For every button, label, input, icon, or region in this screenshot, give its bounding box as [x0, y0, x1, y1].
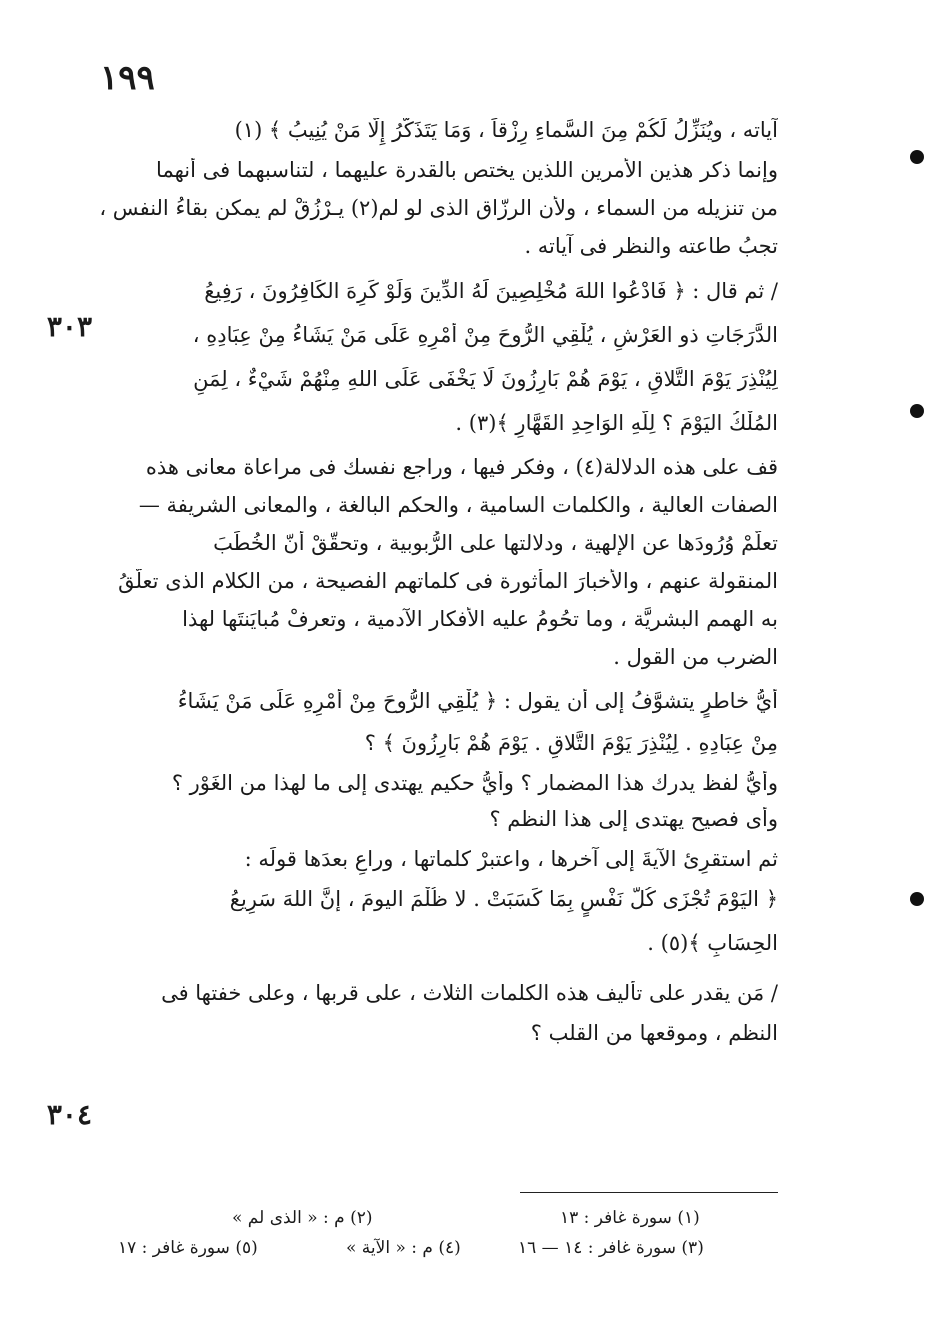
text-line: / مَن يقدر على تأليف هذه الكلمات الثلاث ، على قربها ، وعلى خفتها فى [161, 981, 778, 1005]
body-text [96, 118, 778, 1061]
page-number: ١٩٩ [100, 58, 155, 98]
text-line: النظم ، وموقعها من القلب ؟ [530, 1021, 778, 1045]
text-line: تعلَّمْ وُرُودَها عن الإلهية ، ودلالتها على الرُّبوبية ، وتحقّقْ أنّ الخُطَبَ [213, 531, 778, 555]
text-line: / ثم قال : ﴿ فَادْعُوا اللهَ مُخْلِصِينَ لَهُ الدِّينَ وَلَوْ كَرِهَ الكَافِرُونَ ، رَفِيعُ [204, 279, 778, 303]
text-line: به الهمم البشريَّة ، وما تحُومُ عليه الأفكار الآدمية ، وتعرفْ مُبايَنتَها لهذا [182, 607, 778, 631]
text-line: أيُّ خاطرٍ يتشوَّفُ إلى أن يقول : ﴿ يُلْقِي الرُّوحَ مِنْ أَمْرِهِ عَلَى مَنْ يَشَاءُ [177, 689, 778, 713]
text-line: الضرب من القول . [613, 645, 778, 669]
text-line: لِيُنْذِرَ يَوْمَ التَّلاقِ ، يَوْمَ هُمْ بَارِزُونَ لَا يَخْفَى عَلَى اللهِ مِنْهُمْ شَيْءٌ ، لِمَنِ [193, 367, 778, 391]
footnote-2: (٢) م : « الذى لم » [232, 1208, 373, 1228]
marker-304: ٣٠٤ [46, 1098, 92, 1131]
text-line: وإنما ذكر هذين الأمرين اللذين يختص بالقدرة عليهما ، لتناسبهما فى أنهما [156, 158, 778, 182]
text-line: الدَّرَجَاتِ ذو العَرْشِ ، يُلْقِي الرُّوحَ مِنْ أَمْرِهِ عَلَى مَنْ يَشَاءُ مِنْ عِبَادِهِ ، [192, 323, 778, 347]
margin-dot-bottom [910, 892, 924, 906]
text-line: الصفات العالية ، والكلمات السامية ، والحكم البالغة ، والمعانى الشريفة — [138, 493, 778, 517]
footnote-4: (٤) م : « الآية » [346, 1238, 461, 1258]
text-line: من تنزيله من السماء ، ولأن الرزّاق الذى لو لم(٢) يـرْزُقْ لم يمكن بقاءُ النفس ، [99, 196, 778, 220]
text-line: وأيُّ لفظ يدرك هذا المضمار ؟ وأيُّ حكيم يهتدى إلى ما لهذا من الغَوْر ؟ [171, 771, 778, 795]
margin-dot-middle [910, 404, 924, 418]
text-line: المنقولة عنهم ، والأخبارَ المأثورة فى كلماتهم الفصيحة ، من الكلام الذى تعلَّقُ [118, 569, 778, 593]
footnote-3: (٣) سورة غافر : ١٤ — ١٦ [518, 1238, 704, 1258]
text-line: ثم استقرِئ الآيةَ إلى آخرها ، واعتبرْ كلماتها ، وراعِ بعدَها قولَه : [244, 847, 778, 871]
text-line: آياته ، ويُنَزِّلُ لَكُمْ مِنَ السَّماءِ رِزْقاً ، وَمَا يَتَذَكَّرُ إِلَّا مَنْ يُنِيبُ ﴾ (١) [234, 118, 778, 142]
text-line: تجبُ طاعته والنظر فى آياته . [524, 234, 778, 258]
footnote-1: (١) سورة غافر : ١٣ [560, 1208, 700, 1228]
text-line: المُلْكُ اليَوْمَ ؟ لِلّهِ الوَاحِدِ القَهَّارِ ﴾(٣) . [455, 411, 778, 435]
margin-dot-top [910, 150, 924, 164]
text-line: ﴿ اليَوْمَ تُجْزَى كُلُّ نَفْسٍ بِمَا كَسَبَتْ . لا ظُلْمَ اليومَ ، إنَّ اللهَ سَرِيعُ [229, 887, 778, 911]
text-line: مِنْ عِبَادِهِ . لِيُنْذِرَ يَوْمَ التَّلاقِ . يَوْمَ هُمْ بَارِزُونَ ﴾ ؟ [364, 731, 778, 755]
text-line: قف على هذه الدلالة(٤) ، وفكر فيها ، وراجع نفسك فى مراعاة معانى هذه [145, 455, 778, 479]
marker-303: ٣٠٣ [46, 310, 92, 343]
footnote-5: (٥) سورة غافر : ١٧ [118, 1238, 258, 1258]
footnote-rule [520, 1192, 778, 1193]
text-line: الحِسَابِ ﴾(٥) . [647, 931, 778, 955]
text-line: وأى فصيح يهتدى إلى هذا النظم ؟ [489, 807, 778, 831]
